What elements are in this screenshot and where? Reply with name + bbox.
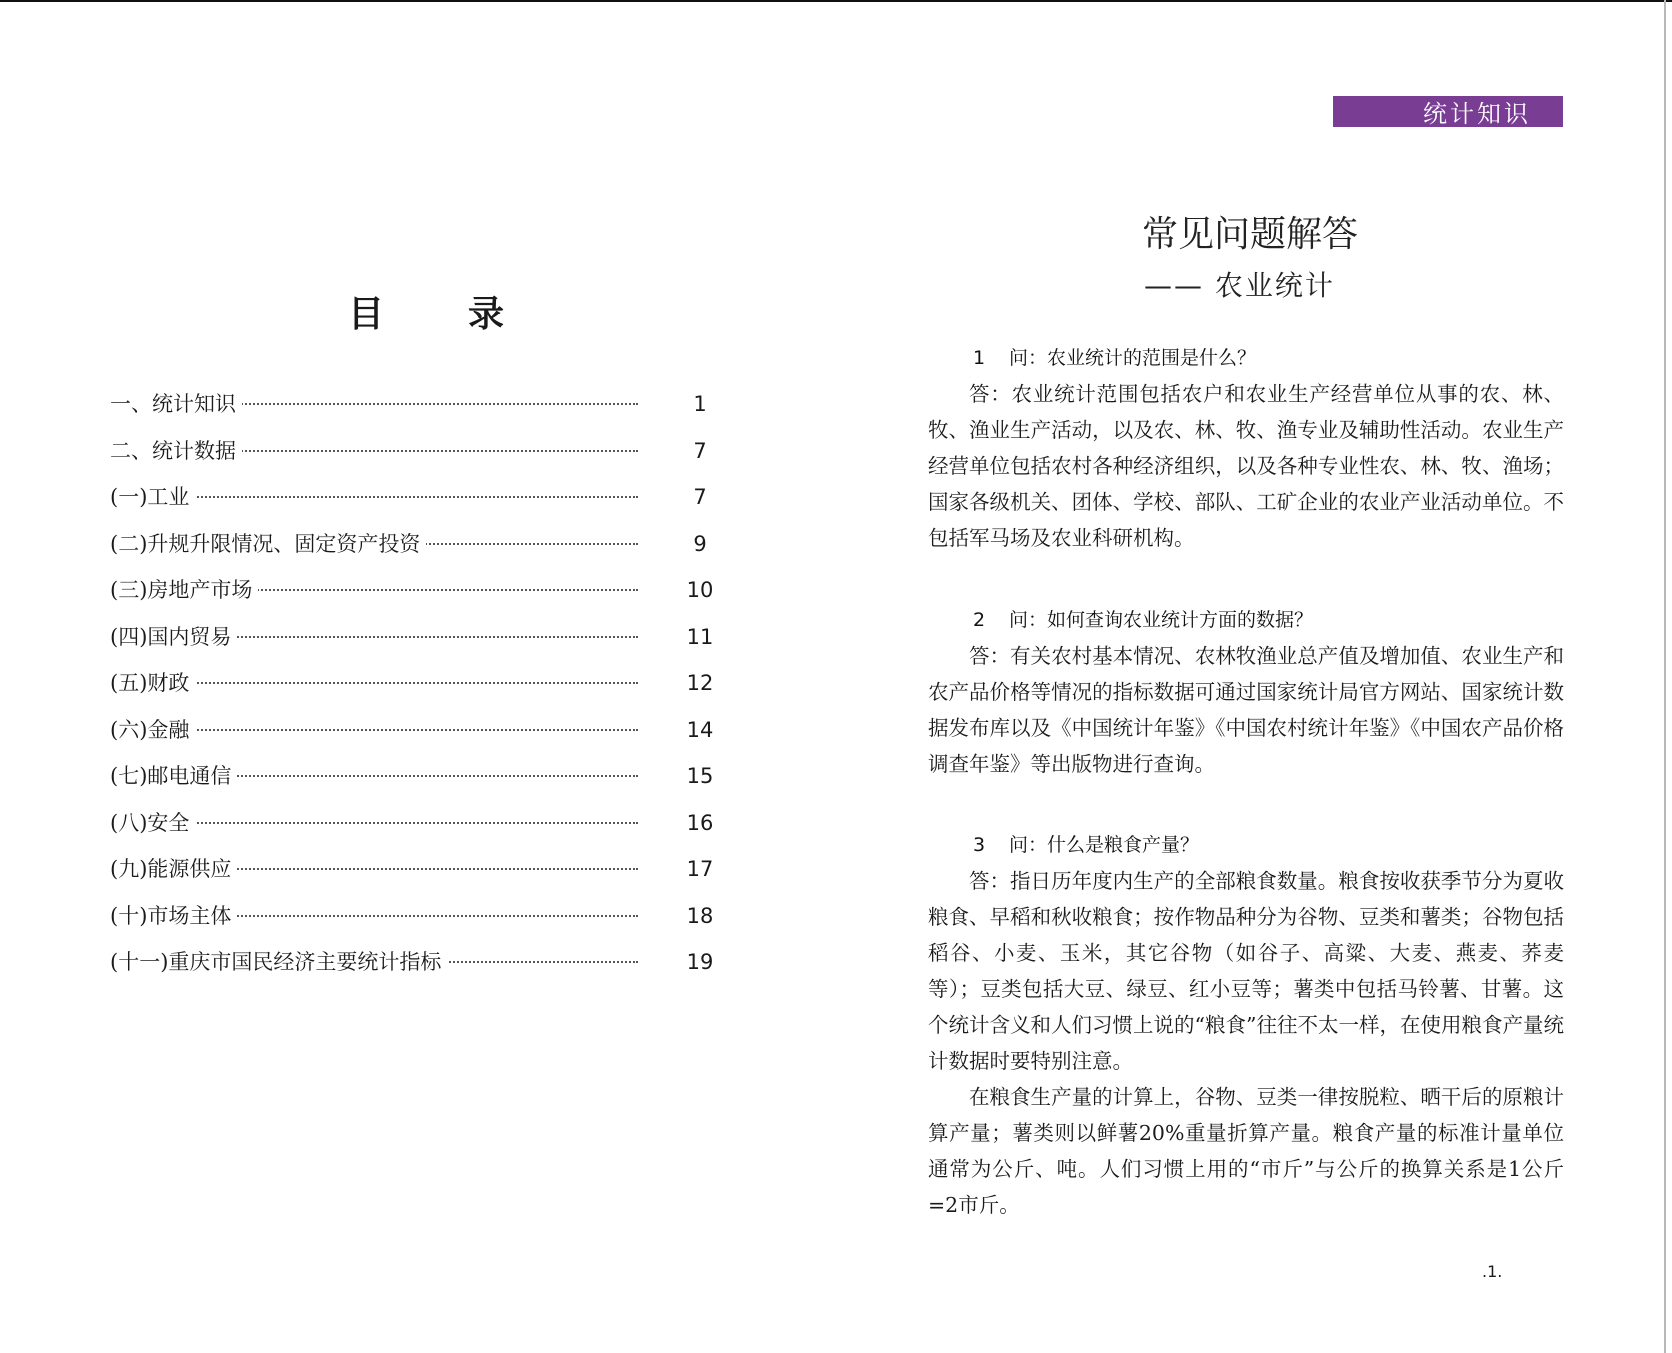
section-tag (1333, 96, 1563, 127)
toc-title-char: 目 (348, 292, 385, 335)
right-edge (1664, 0, 1666, 1353)
toc-entry-label: 二、统计数据 (110, 435, 242, 465)
qa-item-1 (928, 340, 1564, 556)
toc-entry[interactable] (110, 892, 730, 939)
toc-entry[interactable] (110, 938, 730, 985)
qa-item-2 (928, 602, 1564, 782)
toc-entry-page: 15 (686, 764, 714, 788)
toc-entry[interactable] (110, 659, 730, 706)
top-border (0, 0, 1672, 2)
question (928, 602, 1564, 638)
toc-entry-label: (六)金融 (110, 714, 195, 744)
question-number: 1 (973, 347, 986, 369)
answer-paragraph: 答：农业统计范围包括农户和农业生产经营单位从事的农、林、牧、渔业生产活动，以及农、林、牧、渔专业及辅助性活动。农业生产经营单位包括农村各种经济组织，以及各种专业性农、林、牧、渔场；国家各级机关、团体、学校、部队、工矿企业的农业产业活动单位。不包括军马场及农业科研机构。 (928, 382, 1564, 550)
page-number: .1. (1482, 1262, 1503, 1281)
toc-entry[interactable] (110, 845, 730, 892)
toc-title-char: 录 (467, 292, 504, 335)
toc-entry-label: (九)能源供应 (110, 853, 237, 883)
page-title: 常见问题解答 (1141, 214, 1358, 255)
toc-entry[interactable] (110, 520, 730, 567)
toc-entry-page: 18 (686, 903, 714, 928)
toc-entry-label: (八)安全 (110, 807, 195, 837)
toc-entry-page: 1 (693, 392, 707, 416)
question (928, 340, 1564, 376)
toc-entry-label: (二)升规升限情况、固定资产投资 (110, 528, 426, 558)
answer-paragraph: 答：指日历年度内生产的全部粮食数量。粮食按收获季节分为夏收粮食、早稻和秋收粮食；按作物品种分为谷物、豆类和薯类；谷物包括稻谷、小麦、玉米，其它谷物（如谷子、高粱、大麦、燕麦、荞麦等）；豆类包括大豆、绿豆、红小豆等；薯类中包括马铃薯、甘薯。这个统计含义和人们习惯上说的“粮食”往往不太一样，在使用粮食产量统计数据时要特别注意。 (928, 869, 1564, 1073)
toc-entry-page: 14 (686, 717, 714, 742)
toc-entry-label: (七)邮电通信 (110, 760, 237, 790)
toc-title (348, 286, 504, 336)
question-text: 问：什么是粮食产量？ (1009, 834, 1200, 856)
toc-entry-page: 12 (686, 671, 714, 695)
toc-entry[interactable] (110, 752, 730, 799)
page-subtitle: —— 农业统计 (1144, 269, 1335, 302)
toc-entry[interactable] (110, 473, 730, 520)
toc-entry-page: 11 (686, 624, 714, 649)
toc-entry-label: (十)市场主体 (110, 900, 237, 930)
toc-entry[interactable] (110, 380, 730, 427)
toc-list (110, 380, 730, 985)
toc-entry-page: 7 (693, 438, 707, 463)
toc-entry[interactable] (110, 799, 730, 846)
toc-entry-page: 19 (686, 950, 714, 974)
toc-entry-page: 7 (693, 485, 707, 509)
question-number: 3 (973, 834, 986, 856)
toc-entry-page: 17 (686, 857, 714, 881)
toc-entry-page: 16 (686, 810, 714, 835)
toc-entry[interactable] (110, 706, 730, 753)
toc-entry[interactable] (110, 613, 730, 660)
toc-entry-label: (三)房地产市场 (110, 574, 258, 604)
toc-entry-page: 9 (693, 531, 707, 556)
qa-item-3 (928, 827, 1564, 1223)
toc-entry[interactable] (110, 566, 730, 613)
toc-entry[interactable] (110, 427, 730, 474)
toc-entry-label: (十一)重庆市国民经济主要统计指标 (110, 946, 447, 976)
toc-entry-page: 10 (686, 578, 714, 602)
answer-paragraph: 在粮食生产量的计算上，谷物、豆类一律按脱粒、晒干后的原粮计算产量；薯类则以鲜薯20%重量折算产量。粮食产量的标准计量单位通常为公斤、吨。人们习惯上用的“市斤”与公斤的换算关系是1公斤=2市斤。 (928, 1085, 1564, 1217)
toc-entry-label: 一、统计知识 (110, 388, 242, 418)
section-tag-label: 统计知识 (1423, 100, 1531, 128)
toc-entry-label: (五)财政 (110, 667, 195, 697)
answer-paragraph: 答：有关农村基本情况、农林牧渔业总产值及增加值、农业生产和农产品价格等情况的指标数据可通过国家统计局官方网站、国家统计数据发布库以及《中国统计年鉴》《中国农村统计年鉴》《中国农产品价格调查年鉴》等出版物进行查询。 (928, 644, 1564, 776)
toc-entry-label: (一)工业 (110, 481, 195, 511)
question (928, 827, 1564, 863)
question-text: 问：如何查询农业统计方面的数据？ (1009, 609, 1314, 631)
question-number: 2 (973, 609, 986, 631)
question-text: 问：农业统计的范围是什么？ (1009, 347, 1257, 369)
toc-entry-label: (四)国内贸易 (110, 621, 237, 651)
